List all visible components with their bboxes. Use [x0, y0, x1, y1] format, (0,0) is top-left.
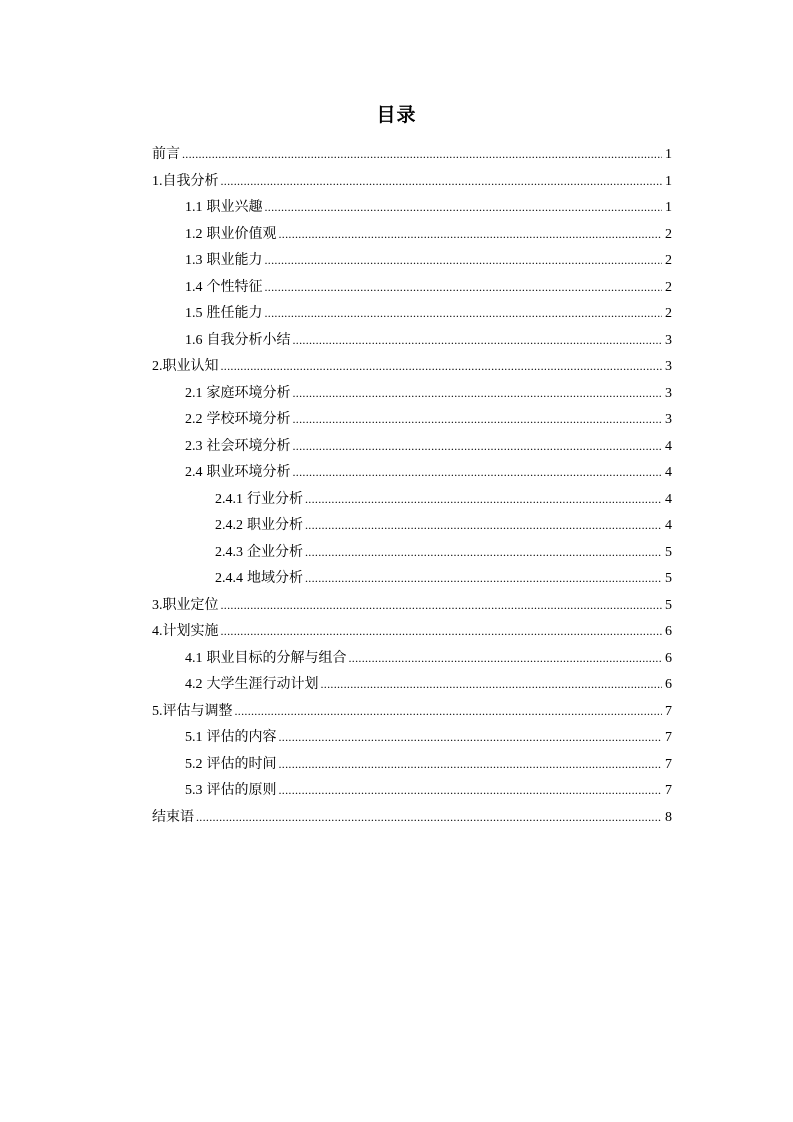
toc-entry-title: 职业目标的分解与组合 — [206, 650, 347, 666]
toc-entry[interactable] — [152, 194, 672, 221]
toc-entry[interactable] — [152, 380, 672, 407]
toc-page-number: 2 — [665, 279, 672, 295]
toc-entry-number: 2. — [152, 359, 163, 374]
toc-page-number: 7 — [665, 756, 672, 772]
toc-entry-title: 学校环境分析 — [206, 412, 291, 427]
toc-dot-leader — [221, 353, 663, 380]
toc-page-number: 4 — [665, 518, 672, 533]
toc-entry-number: 2.2 — [185, 412, 203, 427]
toc-entry-number: 2.4 — [185, 465, 203, 480]
toc-entry-title: 自我分析 — [162, 173, 219, 189]
toc-dot-leader — [265, 194, 663, 221]
toc-page-number: 2 — [665, 306, 672, 321]
toc-entry[interactable] — [152, 274, 672, 301]
toc-entry[interactable] — [152, 645, 672, 672]
toc-dot-leader — [265, 274, 663, 301]
toc-dot-leader — [279, 221, 663, 248]
toc-dot-leader — [221, 592, 663, 619]
toc-entry-title: 职业定位 — [162, 597, 219, 613]
toc-page-number: 6 — [665, 650, 672, 666]
toc-entry-number: 2.1 — [185, 385, 203, 401]
toc-entry-number: 2.4.3 — [215, 544, 243, 560]
toc-dot-leader — [305, 486, 662, 513]
toc-dot-leader — [305, 512, 662, 539]
toc-entry[interactable] — [152, 565, 672, 592]
toc-dot-leader — [265, 300, 663, 327]
toc-entry[interactable] — [152, 221, 672, 248]
toc-dot-leader — [182, 141, 662, 168]
toc-entry-number: 5.2 — [185, 756, 203, 772]
toc-entry[interactable] — [152, 459, 672, 486]
toc-entry-number: 1.2 — [185, 226, 203, 242]
toc-entry-title: 自我分析小结 — [206, 332, 291, 348]
toc-entry-title: 前言 — [152, 147, 180, 162]
toc-entry-title: 职业认知 — [162, 359, 219, 374]
toc-entry[interactable] — [152, 247, 672, 274]
toc-page-number: 2 — [665, 226, 672, 242]
toc-entry[interactable] — [152, 539, 672, 566]
toc-entry[interactable] — [152, 300, 672, 327]
toc-entry-number: 2.4.1 — [215, 491, 243, 507]
toc-entry-title: 大学生涯行动计划 — [206, 677, 319, 692]
toc-entry-number: 1.6 — [185, 332, 203, 348]
toc-entry[interactable] — [152, 592, 672, 619]
toc-page-number: 5 — [665, 571, 672, 586]
toc-entry-number: 2.3 — [185, 438, 203, 454]
toc-entry[interactable] — [152, 804, 672, 831]
toc-page-number: 7 — [665, 730, 672, 745]
toc-entry-title: 职业价值观 — [206, 226, 277, 242]
toc-entry[interactable] — [152, 327, 672, 354]
toc-title: 目录 — [376, 105, 417, 126]
toc-page-number: 1 — [665, 147, 672, 162]
toc-entry-title: 行业分析 — [247, 491, 303, 507]
toc-entry-number: 1.5 — [185, 306, 203, 321]
toc-dot-leader — [349, 645, 663, 672]
toc-entry[interactable] — [152, 671, 672, 698]
toc-entry-title: 职业环境分析 — [206, 465, 291, 480]
toc-entry-title: 评估与调整 — [162, 703, 233, 719]
toc-entry-title: 个性特征 — [206, 279, 263, 295]
toc-entry-number: 1. — [152, 173, 163, 189]
toc-entry-title: 家庭环境分析 — [206, 385, 291, 401]
toc-entry-number: 5.3 — [185, 783, 203, 798]
toc-entry-number: 1.3 — [185, 253, 203, 268]
toc-page-number: 6 — [665, 624, 672, 639]
toc-page-number: 7 — [665, 783, 672, 798]
toc-dot-leader — [265, 247, 663, 274]
toc-entry-number: 5. — [152, 703, 163, 719]
toc-page-number: 3 — [665, 385, 672, 401]
toc-entry[interactable] — [152, 486, 672, 513]
toc-dot-leader — [279, 751, 663, 778]
toc-dot-leader — [279, 724, 663, 751]
toc-dot-leader — [293, 327, 663, 354]
toc-entry-number: 3. — [152, 597, 163, 613]
toc-page-number: 7 — [665, 703, 672, 719]
toc-dot-leader — [221, 168, 663, 195]
toc-dot-leader — [321, 671, 663, 698]
toc-dot-leader — [293, 433, 663, 460]
toc-page-number: 5 — [665, 597, 672, 613]
toc-page-number: 4 — [665, 465, 672, 480]
toc-entry[interactable] — [152, 698, 672, 725]
toc-entry-number: 2.4.4 — [215, 571, 243, 586]
toc-entry-title: 职业兴趣 — [206, 200, 263, 215]
toc-entry-number: 2.4.2 — [215, 518, 243, 533]
toc-dot-leader — [235, 698, 663, 725]
toc-entry[interactable] — [152, 618, 672, 645]
toc-entry-number: 4.1 — [185, 650, 203, 666]
toc-entry-title: 评估的内容 — [206, 730, 277, 745]
toc-entry-number: 4. — [152, 624, 163, 639]
toc-page-number: 6 — [665, 677, 672, 692]
toc-page-number: 1 — [665, 173, 672, 189]
toc-page-number: 1 — [665, 200, 672, 215]
toc-entry-number: 1.1 — [185, 200, 203, 215]
toc-page-number: 4 — [665, 438, 672, 454]
toc-entry[interactable] — [152, 512, 672, 539]
toc-entry-title: 企业分析 — [247, 544, 303, 560]
toc-dot-leader — [293, 380, 663, 407]
toc-entry[interactable] — [152, 724, 672, 751]
toc-entry[interactable] — [152, 433, 672, 460]
toc-entry-title: 评估的原则 — [206, 783, 277, 798]
toc-dot-leader — [293, 459, 663, 486]
table-of-contents — [152, 141, 672, 830]
toc-entry[interactable] — [152, 751, 672, 778]
toc-entry-title: 结束语 — [152, 809, 194, 825]
toc-dot-leader — [279, 777, 663, 804]
toc-entry-title: 社会环境分析 — [206, 438, 291, 454]
toc-entry-title: 胜任能力 — [206, 306, 263, 321]
toc-entry[interactable] — [152, 777, 672, 804]
toc-page-number: 3 — [665, 412, 672, 427]
toc-page-number: 4 — [665, 491, 672, 507]
toc-entry-title: 职业能力 — [206, 253, 263, 268]
toc-entry-title: 地域分析 — [247, 571, 303, 586]
toc-entry[interactable] — [152, 406, 672, 433]
toc-page-number: 3 — [665, 359, 672, 374]
toc-entry-title: 职业分析 — [247, 518, 303, 533]
toc-entry-number: 5.1 — [185, 730, 203, 745]
toc-entry-number: 4.2 — [185, 677, 203, 692]
toc-entry-title: 评估的时间 — [206, 756, 277, 772]
toc-entry[interactable] — [152, 353, 672, 380]
toc-page-number: 5 — [665, 544, 672, 560]
toc-entry-number: 1.4 — [185, 279, 203, 295]
toc-dot-leader — [305, 539, 662, 566]
toc-dot-leader — [221, 618, 663, 645]
toc-entry[interactable] — [152, 141, 672, 168]
toc-page-number: 3 — [665, 332, 672, 348]
toc-entry[interactable] — [152, 168, 672, 195]
toc-page-number: 8 — [665, 809, 672, 825]
toc-dot-leader — [305, 565, 662, 592]
toc-entry-title: 计划实施 — [162, 624, 219, 639]
toc-dot-leader — [196, 804, 662, 831]
toc-page-number: 2 — [665, 253, 672, 268]
toc-dot-leader — [293, 406, 663, 433]
